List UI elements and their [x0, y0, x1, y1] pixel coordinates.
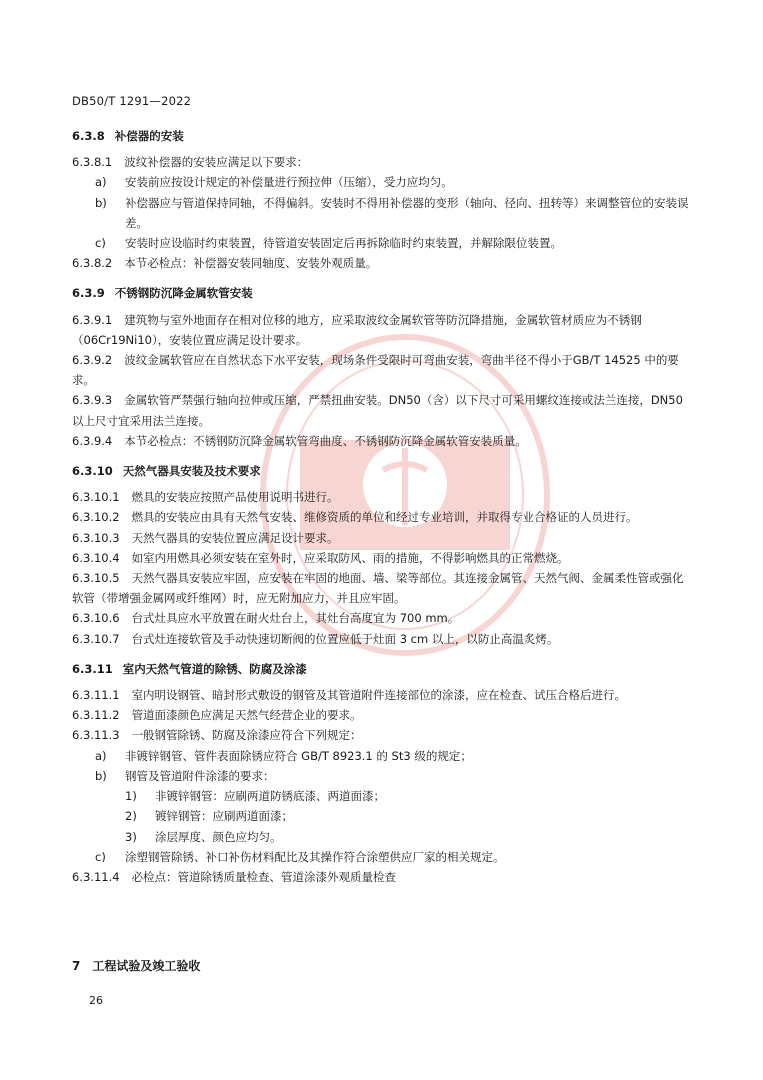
list-item: c) 安装时应设临时约束装置，待管道安装固定后再拆除临时约束装置，并解除限位装置。 [95, 236, 562, 251]
clause: 6.3.11.4 必检点：管道除锈质量检查、管道涂漆外观质量检查 [72, 869, 397, 884]
sub-list-item: 1) 非镀锌钢管：应刷两道防锈底漆、两道面漆； [125, 789, 385, 804]
clause: 6.3.9.3 金属软管严禁强行轴向拉伸或压缩，严禁扭曲安装。DN50（含）以下尺寸可采用螺纹连接或法兰连接，DN50 以上尺寸宜采用法兰连接。 [72, 393, 683, 428]
sub-list-item: 2) 镀锌钢管：应刷两道面漆； [125, 809, 293, 824]
clause: 6.3.10.5 天然气器具安装应牢固，应安装在牢固的地面、墙、梁等部位。其连接金属管、天然气阀、金属柔性管或强化软管（带增强金属网或纤维网）时，应无附加应力，并且应牢固。 [72, 571, 684, 606]
clause: 6.3.11.3 一般钢管除锈、防腐及涂漆应符合下列规定： [72, 728, 362, 743]
list-item: a) 安装前应按设计规定的补偿量进行预拉伸（压缩），受力应均匀。 [95, 175, 453, 190]
clause: 6.3.10.3 天然气器具的安装位置应满足设计要求。 [72, 530, 339, 545]
clause: 6.3.9.4 本节必检点：不锈钢防沉降金属软管弯曲度、不锈钢防沉降金属软管安装质量。 [72, 433, 527, 448]
section-heading: 6.3.11 室内天然气管道的除锈、防腐及涂漆 [72, 661, 307, 676]
document-id: DB50/T 1291—2022 [72, 94, 192, 108]
clause: 6.3.9.2 波纹金属软管应在自然状态下水平安装，现场条件受限时可弯曲安装，弯曲半径不得小于GB/T 14525 中的要求。 [72, 353, 679, 388]
chapter-heading: 7 工程试验及竣工验收 [72, 959, 201, 973]
list-item: a) 非镀锌钢管、管件表面除锈应符合 GB/T 8923.1 的 St3 级的规定； [95, 748, 472, 763]
section-heading: 6.3.8 补偿器的安装 [72, 129, 184, 143]
clause: 6.3.10.1 燃具的安装应按照产品使用说明书进行。 [72, 490, 339, 505]
clause: 6.3.9.1 建筑物与室外地面存在相对位移的地方，应采取波纹金属软管等防沉降措施，金属软管材质应为不锈钢（06Cr19Ni10），安装位置应满足设计要求。 [72, 312, 642, 347]
list-item: c) 涂塑钢管除锈、补口补伤材料配比及其操作符合涂塑供应厂家的相关规定。 [95, 849, 505, 864]
clause: 6.3.10.4 如室内用燃具必须安装在室外时，应采取防风、雨的措施，不得影响燃具的正常燃烧。 [72, 550, 569, 565]
list-item: b) 补偿器应与管道保持同轴，不得偏斜。安装时不得用补偿器的变形（轴向、径向、扭转等）来调整管位的安装误差。 [95, 195, 689, 230]
section-heading: 6.3.10 天然气器具安装及技术要求 [72, 464, 261, 479]
clause: 6.3.10.7 台式灶连接软管及手动快速切断阀的位置应低于灶面 3 cm 以上，以防止高温炙烤。 [72, 631, 559, 646]
page-number: 26 [89, 994, 103, 1007]
document-body [72, 120, 692, 887]
clause: 6.3.10.6 台式灶具应水平放置在耐火灶台上，其灶台高度宜为 700 mm。 [72, 611, 460, 626]
clause: 6.3.11.2 管道面漆颜色应满足天然气经营企业的要求。 [72, 708, 362, 723]
clause: 6.3.11.1 室内明设钢管、暗封形式敷设的钢管及其管道附件连接部位的涂漆，应在检查、试压合格后进行。 [72, 688, 627, 703]
list-item: b) 钢管及管道附件涂漆的要求： [95, 768, 275, 783]
clause: 6.3.8.1 波纹补偿器的安装应满足以下要求： [72, 155, 309, 170]
section-heading: 6.3.9 不锈钢防沉降金属软管安装 [72, 286, 253, 301]
sub-list-item: 3) 涂层厚度、颜色应均匀。 [125, 829, 282, 844]
clause: 6.3.8.2 本节必检点：补偿器安装同轴度、安装外观质量。 [72, 256, 378, 271]
clause: 6.3.10.2 燃具的安装应由具有天然气安装、维修资质的单位和经过专业培训，并取得专业合格证的人员进行。 [72, 510, 638, 525]
